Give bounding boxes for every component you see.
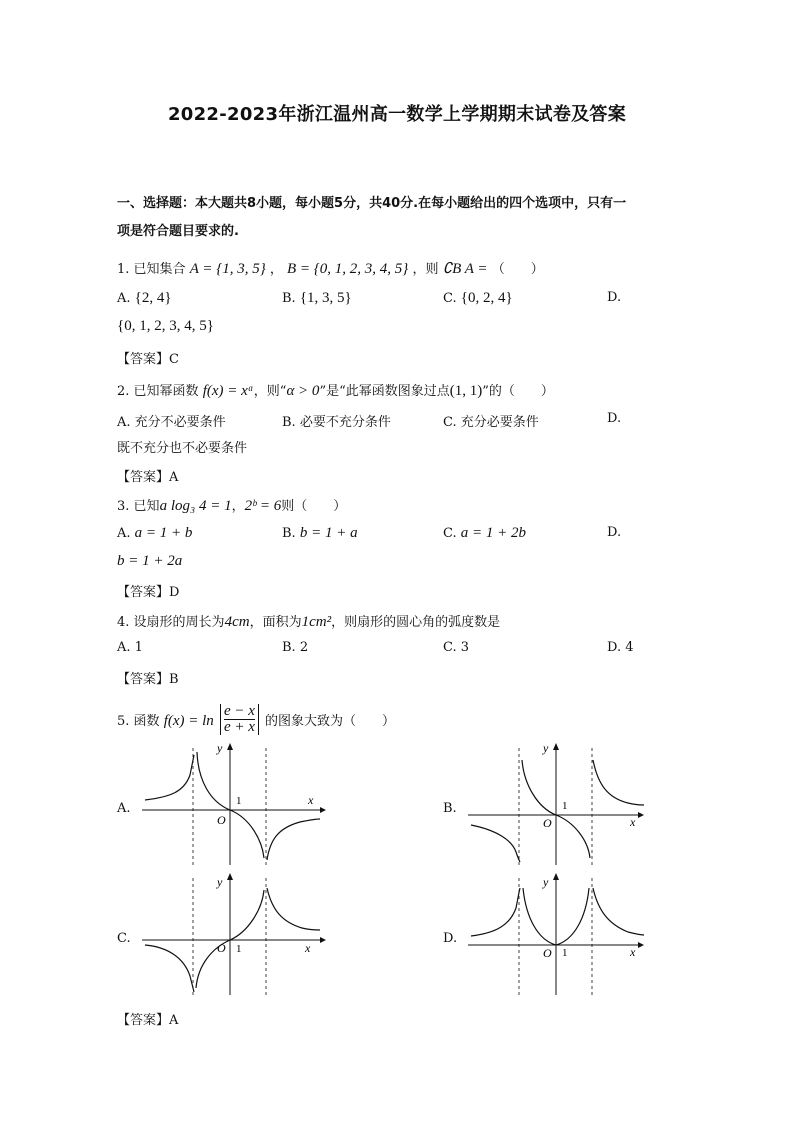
option-letter: A. [117,415,131,430]
question-text: 已知幂函数 [133,384,199,399]
question-3 [117,495,346,515]
option-letter: C. [443,415,457,430]
question-text: ，则扇形的圆心角的弧度数是 [331,615,501,630]
option-text: 4 [625,640,634,655]
x-axis-label: x [630,945,636,959]
math-expression: A = {1, 3, 5} [189,261,266,277]
question-text: 函数 [133,714,160,729]
question-text: 已知 [133,499,160,514]
answer-label: 【答案】 [117,672,170,687]
answer-2 [117,466,178,485]
y-axis-arrow-icon [553,873,559,880]
question-text: 已知集合 [133,262,186,277]
curve-left [145,945,194,992]
origin-label: O [217,941,226,955]
answer-4 [117,668,179,687]
option-letter: B. [282,640,296,655]
answer-value: A [169,470,179,485]
curve-right [593,760,644,805]
option-b [282,290,352,307]
question-text: ”的（ ） [482,384,554,399]
option-text: {0, 1, 2, 3, 4, 5} [117,318,214,334]
option-text: {0, 2, 4} [460,290,513,306]
origin-label: O [217,813,226,827]
option-a [117,290,172,307]
origin-label: O [543,816,552,830]
graph-option-c [140,870,340,1000]
option-letter: C. [443,526,457,541]
option-d [607,640,634,655]
math-expression: f(x) = xᵅ [202,383,254,399]
option-d-text [117,318,214,335]
graph-option-b-label: B. [443,801,457,816]
option-text: 2 [299,640,309,655]
y-axis-label: y [543,875,549,889]
graph-option-c-label: C. [117,931,131,946]
math-expression: 4cm [224,614,250,630]
option-a [117,640,143,655]
graph-option-d-label: D. [443,931,458,946]
curve-left [471,888,520,936]
question-text: 则（ ） [281,499,347,514]
question-1 [117,258,544,278]
math-expression: B = {0, 1, 2, 3, 4, 5} [287,261,409,277]
option-text: 3 [460,640,470,655]
answer-value: C [169,352,179,367]
answer-label: 【答案】 [117,352,170,367]
option-letter: A. [117,526,131,541]
option-b [282,411,391,430]
answer-value: B [169,672,179,687]
x-axis-arrow-icon [320,937,326,943]
question-number: 3. [117,499,130,514]
option-text: a = 1 + b [134,525,193,541]
math-expression: 1cm² [301,614,332,630]
question-text: 的图象大致为（ ） [265,714,396,729]
graph-option-a [140,740,340,870]
option-text: b = 1 + a [299,525,358,541]
x-axis-arrow-icon [320,807,326,813]
math-expression: f(x) = ln [163,713,214,729]
curve-left [471,825,520,862]
answer-label: 【答案】 [117,470,170,485]
section-heading-line2: 项是符合题目要求的. [117,224,239,239]
option-a [117,525,192,542]
tick-label: 1 [562,947,568,959]
option-text: 充分必要条件 [460,415,539,430]
option-letter: D. [607,411,622,426]
option-text: {1, 3, 5} [299,290,352,306]
option-d [607,525,621,540]
option-text: b = 1 + 2a [117,553,183,569]
document-title: 2022-2023年浙江温州高一数学上学期期末试卷及答案 [167,104,627,125]
option-c [443,525,526,542]
graph-option-d [466,870,666,1000]
abs-fraction [220,704,259,735]
x-axis-arrow-icon [638,942,644,948]
graph-option-b [466,740,666,870]
x-axis-label: x [308,793,314,807]
option-letter: D. [607,640,622,655]
fraction-numerator: e − x [223,703,255,719]
option-text: 充分不必要条件 [134,415,226,430]
origin-label: O [543,946,552,960]
question-number: 4. [117,615,130,630]
y-axis-label: y [217,875,223,889]
option-text: a = 1 + 2b [460,525,527,541]
math-expression: ∁B A = [442,261,488,277]
option-text: 既不充分也不必要条件 [117,441,248,456]
curve-left [145,755,194,800]
y-axis-label: y [217,741,223,755]
tick-label: 1 [236,795,242,807]
answer-label: 【答案】 [117,1013,170,1028]
answer-label: 【答案】 [117,585,170,600]
x-axis-label: x [305,941,311,955]
question-text: 设扇形的周长为 [133,615,225,630]
option-d [607,290,621,305]
question-text: ，面积为 [249,615,302,630]
option-letter: B. [282,526,296,541]
question-number: 5. [117,714,130,729]
y-axis-arrow-icon [553,743,559,750]
question-text: ，则“ [253,384,287,399]
question-2 [117,380,554,400]
curve-right [593,888,644,935]
answer-value: A [169,1013,179,1028]
option-text: 1 [134,640,143,655]
question-text: ”是“此幂函数图象过点 [319,384,450,399]
x-axis-label: x [630,815,636,829]
option-letter: B. [282,291,296,306]
answer-1 [117,348,179,367]
option-d-text [117,437,247,456]
curve-right [267,819,320,860]
tick-label: 1 [562,800,568,812]
math-expression: 2ᵇ = 6 [244,498,282,514]
option-letter: D. [607,290,622,305]
question-4 [117,611,500,631]
option-text: {2, 4} [134,290,172,306]
math-expression: a log₃ 4 = 1 [159,498,232,514]
option-b [282,640,308,655]
y-axis-label: y [543,741,549,755]
answer-3 [117,581,179,600]
answer-value: D [169,585,180,600]
math-expression: (1, 1) [449,383,483,399]
option-letter: A. [117,640,131,655]
option-d [607,411,621,426]
curve-right [267,888,320,930]
graph-option-a-label: A. [117,801,131,816]
option-b [282,525,358,542]
answer-5 [117,1009,178,1028]
option-c [443,411,539,430]
option-c [443,640,469,655]
fraction-denominator: e + x [223,719,255,735]
tick-label: 1 [236,943,242,955]
option-text: 必要不充分条件 [299,415,391,430]
answer-blank: （ ） [491,262,544,277]
question-text: ， [231,499,245,514]
question-number: 1. [117,262,130,277]
section-heading-line1: 一、选择题：本大题共8小题，每小题5分，共40分.在每小题给出的四个选项中，只有一 [117,196,627,211]
question-number: 2. [117,384,130,399]
option-c [443,290,513,307]
option-a [117,411,226,430]
math-expression: α > 0 [286,383,320,399]
option-letter: A. [117,291,131,306]
option-d-text [117,553,182,570]
option-letter: C. [443,640,457,655]
question-text: ，则 [412,262,439,277]
option-letter: D. [607,525,622,540]
option-letter: B. [282,415,296,430]
y-axis-arrow-icon [227,743,233,750]
question-text: ， [269,262,283,277]
option-letter: C. [443,291,457,306]
y-axis-arrow-icon [227,873,233,880]
question-5 [117,703,396,738]
x-axis-arrow-icon [638,812,644,818]
